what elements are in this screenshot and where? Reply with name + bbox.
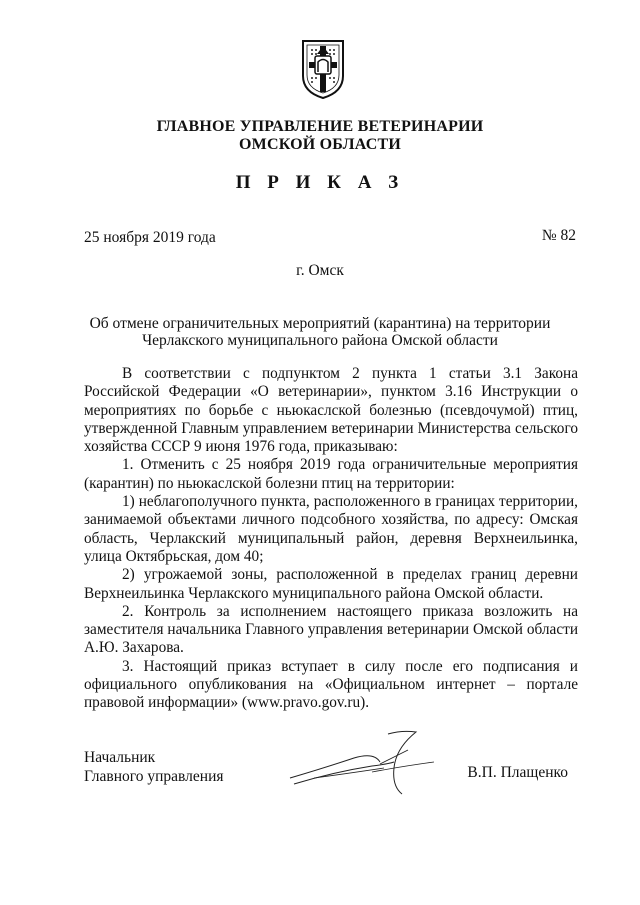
signatory-name: В.П. Плащенко bbox=[467, 764, 568, 781]
body-paragraph-preamble: В соответствии с подпунктом 2 пункта 1 статьи 3.1 Закона Российской Федерации «О ветеринарии», пунктом 3.16 Инструкции о мероприятиях по борьбе с ньюкаслской болезнью (псевдочумой) птиц, утвержденной Главным управлением ветеринарии Министерства сельского хозяйства СССР 9 июня 1976 года, приказываю: bbox=[84, 365, 578, 456]
order-number: № 82 bbox=[541, 227, 576, 244]
handwritten-signature-icon bbox=[284, 728, 444, 800]
document-type-title: П Р И К А З bbox=[235, 172, 405, 193]
organization-name-line1: ГЛАВНОЕ УПРАВЛЕНИЕ ВЕТЕРИНАРИИ bbox=[156, 118, 484, 135]
signatory-position-line2: Главного управления bbox=[84, 768, 224, 785]
body-paragraph-item1-sub2: 2) угрожаемой зоны, расположенной в пределах границ деревни Верхнеильинка Черлакского муниципального района Омской области. bbox=[84, 566, 578, 602]
order-city: г. Омск bbox=[296, 262, 344, 279]
body-paragraph-item2: 2. Контроль за исполнением настоящего приказа возложить на заместителя начальника Главного управления ветеринарии Омской области А.Ю. Захарова. bbox=[84, 602, 578, 657]
body-paragraph-item1: 1. Отменить с 25 ноября 2019 года ограничительные мероприятия (карантин) по ньюкаслской болезни птиц на территории: bbox=[84, 456, 578, 492]
organization-name-line2: ОМСКОЙ ОБЛАСТИ bbox=[239, 136, 401, 153]
body-paragraph-item1-sub1: 1) неблагополучного пункта, расположенного в границах территории, занимаемой объектами личного подсобного хозяйства, по адресу: Омская область, Черлакский муниципальный район, деревня Верхнеильинка, улица Октябрьская, дом 40; bbox=[84, 493, 578, 565]
coat-of-arms-icon bbox=[299, 38, 347, 100]
body-paragraph-item3: 3. Настоящий приказ вступает в силу после его подписания и официального опубликования на «Официальном интернет – портале правовой информации» (www.pravo.gov.ru). bbox=[84, 657, 578, 712]
order-subject-line2: Черлакского муниципального района Омской области bbox=[142, 332, 498, 349]
order-subject-line1: Об отмене ограничительных мероприятий (карантина) на территории bbox=[89, 315, 551, 332]
signatory-position-line1: Начальник bbox=[84, 749, 156, 766]
order-body bbox=[84, 365, 578, 713]
order-date: 25 ноября 2019 года bbox=[84, 229, 216, 246]
signatory-position bbox=[84, 748, 224, 786]
